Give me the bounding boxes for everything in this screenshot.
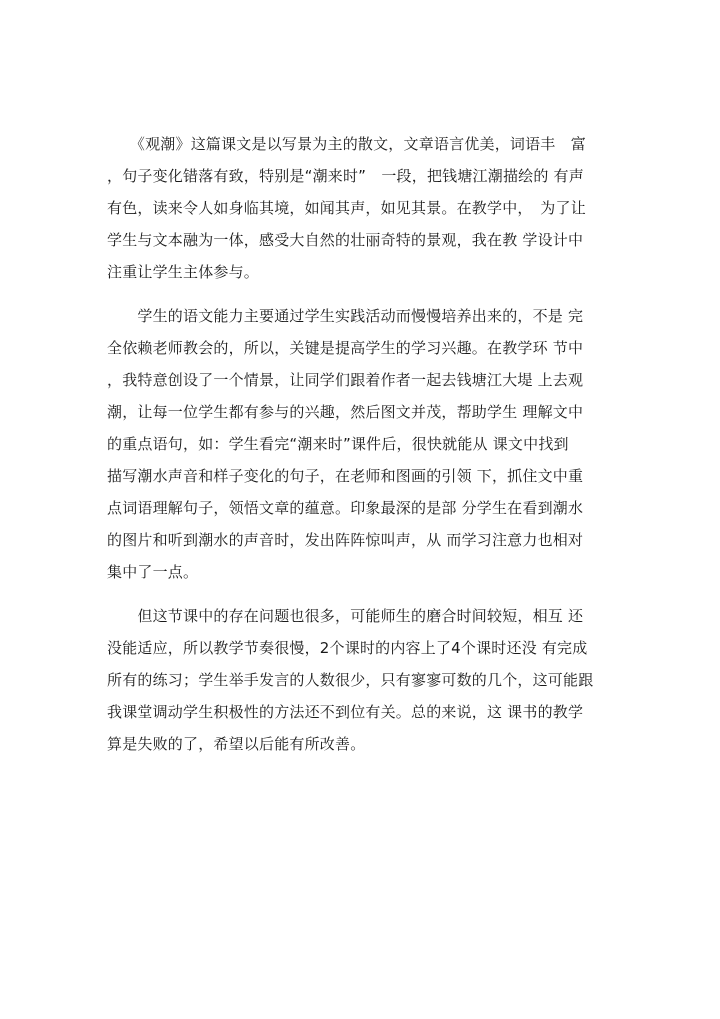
- text-line: 所有的练习；学生举手发言的人数很少，只有寥寥可数的几个，这可能跟: [107, 671, 594, 689]
- paragraph-spacer: [107, 588, 617, 600]
- paragraph-1: [107, 128, 617, 288]
- text-line: 有色，读来令人如身临其境，如闻其声，如见其景。在教学中， 为了让: [107, 199, 586, 217]
- text-line: 没能适应，所以教学节奏很慢，2个课时的内容上了4个课时还没 有完成: [107, 639, 588, 657]
- text-line: 集中了一点。: [107, 563, 199, 581]
- text-line: 潮，让每一位学生都有参与的兴趣，然后图文并茂，帮助学生 理解文中: [107, 403, 584, 421]
- text-line: ，我特意创设了一个情景，让同学们跟着作者一起去钱塘江大堤 上去观: [107, 371, 584, 389]
- text-line: 的图片和听到潮水的声音时，发出阵阵惊叫声，从 而学习注意力也相对: [107, 531, 584, 549]
- text-line: 全依赖老师教会的，所以，关键是提高学生的学习兴趣。在教学环 节中: [107, 339, 584, 357]
- text-line: 但这节课中的存在问题也很多，可能师生的磨合时间较短，相互 还: [107, 607, 584, 625]
- text-line: 描写潮水声音和样子变化的句子，在老师和图画的引领 下，抓住文中重: [107, 467, 584, 485]
- text-line: 注重让学生主体参与。: [107, 263, 260, 281]
- text-line: 学生的语文能力主要通过学生实践活动而慢慢培养出来的，不是 完: [107, 307, 584, 325]
- paragraph-3: [107, 600, 617, 760]
- text-line: 学生与文本融为一体，感受大自然的壮丽奇特的景观，我在教 学设计中: [107, 231, 584, 249]
- paragraph-spacer: [107, 288, 617, 300]
- text-line: ，句子变化错落有致，特别是“潮来时” 一段，把钱塘江潮描绘的 有声: [107, 167, 584, 185]
- paragraph-2: [107, 300, 617, 588]
- text-line: 点词语理解句子，领悟文章的蕴意。印象最深的是部 分学生在看到潮水: [107, 499, 584, 517]
- document-body: [107, 128, 617, 760]
- text-line: 的重点语句，如：学生看完“潮来时”课件后，很快就能从 课文中找到: [107, 435, 569, 453]
- text-line: 算是失败的了，希望以后能有所改善。: [107, 735, 366, 753]
- text-line: 《观潮》这篇课文是以写景为主的散文，文章语言优美，词语丰 富: [107, 135, 586, 153]
- text-line: 我课堂调动学生积极性的方法还不到位有关。总的来说，这 课书的教学: [107, 703, 584, 721]
